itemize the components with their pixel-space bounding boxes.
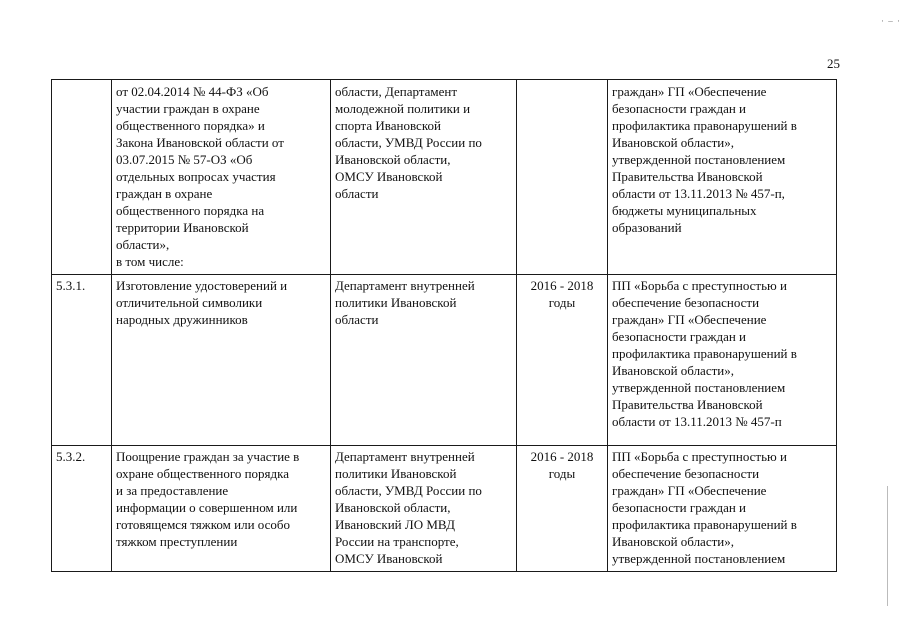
funding-source-cell: ПП «Борьба с преступностью и обеспечение безопасности граждан» ГП «Обеспечение безопасности граждан и профилактика правонарушений в Ивановской области», утвержденной постановлением (608, 446, 837, 572)
row-number-cell: 5.3.1. (52, 275, 112, 446)
years-cell: 2016 - 2018 годы (517, 275, 608, 446)
table-row (52, 80, 837, 275)
executor-cell: Департамент внутренней политики Ивановской области, УМВД России по Ивановской области, Ивановский ЛО МВД России на транспорте, ОМСУ Ивановской (331, 446, 517, 572)
table-row (52, 446, 837, 572)
row-number-cell (52, 80, 112, 275)
corner-mark: · – · (881, 16, 901, 26)
years-cell: 2016 - 2018 годы (517, 446, 608, 572)
program-activities-table (51, 79, 837, 572)
table-row (52, 275, 837, 446)
executor-cell: Департамент внутренней политики Ивановской области (331, 275, 517, 446)
funding-source-cell: ПП «Борьба с преступностью и обеспечение безопасности граждан» ГП «Обеспечение безопасности граждан и профилактика правонарушений в Ивановской области», утвержденной постановлением Правительства Ивановской области от 13.11.2013 № 457-п (608, 275, 837, 446)
page-number: 25 (827, 56, 840, 71)
years-cell (517, 80, 608, 275)
activity-cell: Изготовление удостоверений и отличительной символики народных дружинников (112, 275, 331, 446)
scan-edge-line (887, 486, 888, 606)
row-number-cell: 5.3.2. (52, 446, 112, 572)
activity-cell: от 02.04.2014 № 44-ФЗ «Об участии граждан в охране общественного порядка» и Закона Ивановской области от 03.07.2015 № 57-ОЗ «Об отдельных вопросах участия граждан в охране общественного порядка на территории Ивановской области», в том числе: (112, 80, 331, 275)
activity-cell: Поощрение граждан за участие в охране общественного порядка и за предоставление информации о совершенном или готовящемся тяжком или особо тяжком преступлении (112, 446, 331, 572)
funding-source-cell: граждан» ГП «Обеспечение безопасности граждан и профилактика правонарушений в Ивановской области», утвержденной постановлением Правительства Ивановской области от 13.11.2013 № 457-п, бюджеты муниципальных образований (608, 80, 837, 275)
executor-cell: области, Департамент молодежной политики и спорта Ивановской области, УМВД России по Ивановской области, ОМСУ Ивановской области (331, 80, 517, 275)
